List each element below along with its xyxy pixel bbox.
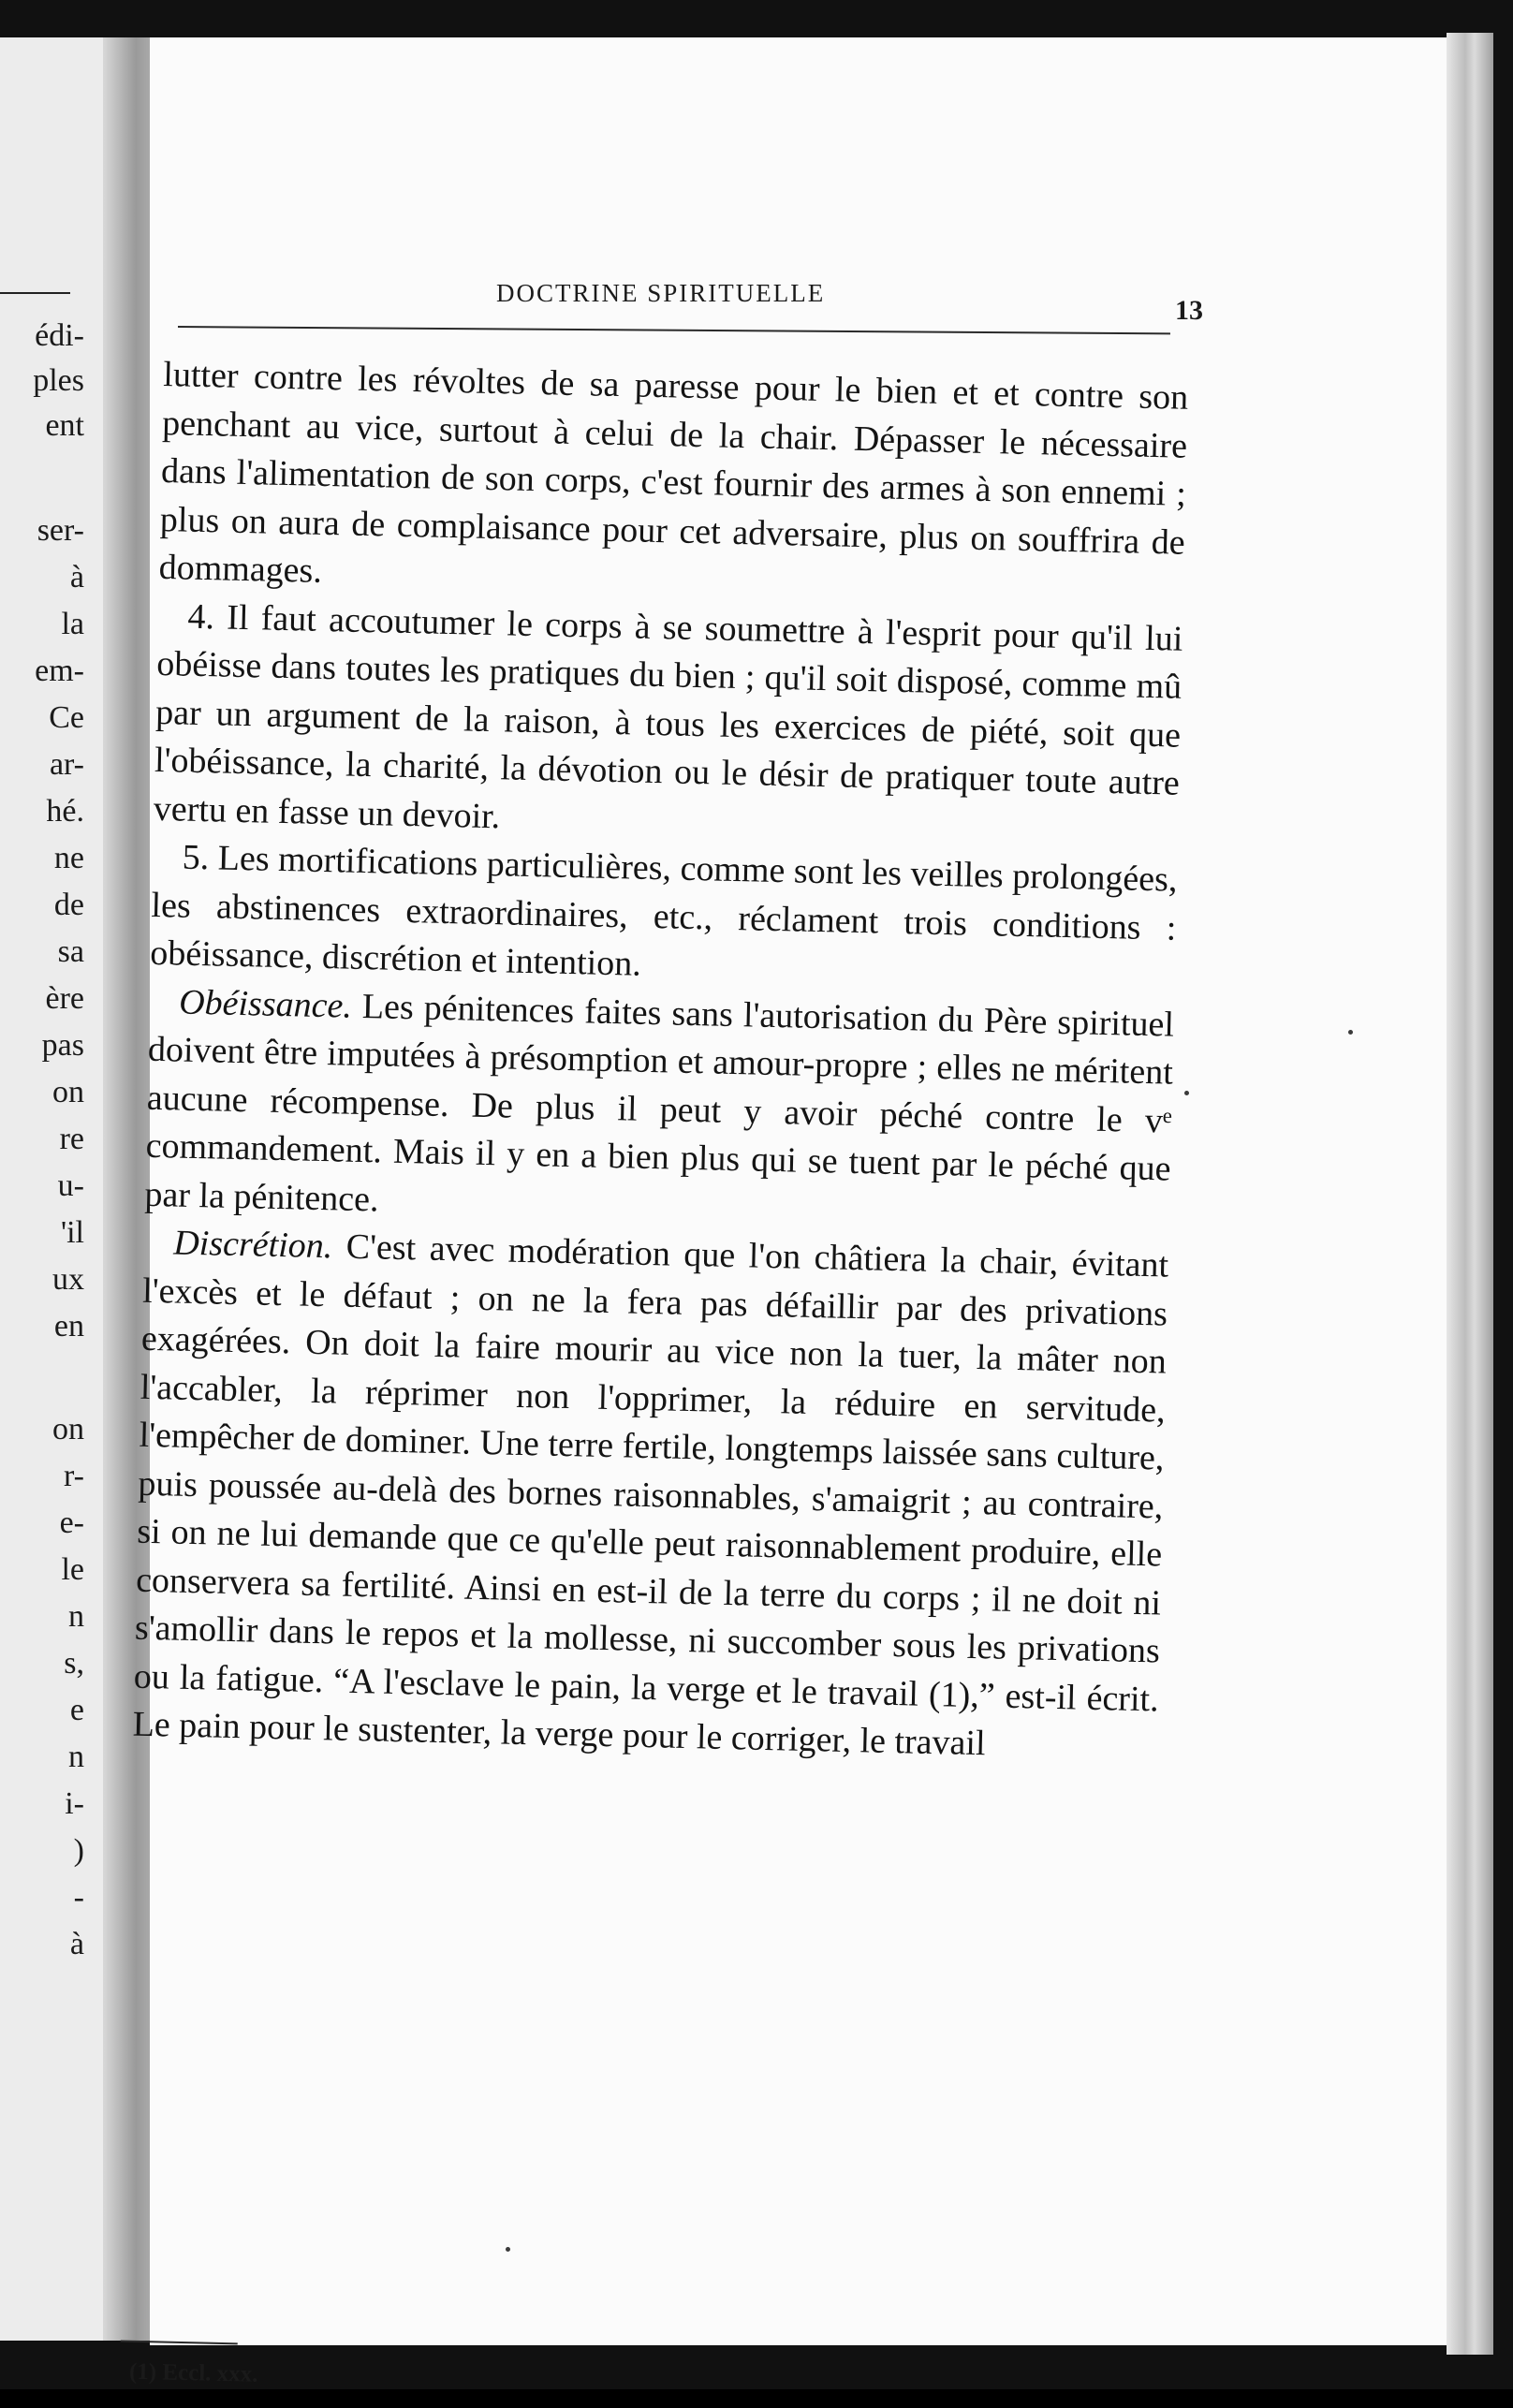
facing-page-fragment: ent — [45, 408, 84, 443]
facing-page-fragment: ser- — [37, 513, 84, 548]
facing-page-fragment: n — [68, 1599, 84, 1634]
facing-page-fragment: - — [73, 1880, 84, 1915]
facing-page-fragment: le — [61, 1552, 84, 1587]
paragraph: lutter contre les révoltes de sa paresse pour le bien et et contre son penchant au vice, surtout à celui de la chair. Dépasser le nécessaire dans l'alimentation de son corps, c'est fournir des armes à son ennemi ; plus on aura de complaisance pour cet adversaire, plus on souffrira de dommages. — [158, 354, 1189, 591]
facing-page-fragment: la — [61, 607, 84, 641]
paper-speck — [1348, 1030, 1353, 1035]
paragraph-text: C'est avec modération que l'on châtiera la chair, évitant l'excès et le défaut ; on ne la fera pas défaillir par des privations exagérées. On doit la faire mourir au vice non la tuer, la mâter non l'accabler, la réprimer non l'opprimer, la réduire en servitude, l'empêcher de dominer. Une terre fertile, longtemps laissée sans culture, puis poussée au-delà des bornes raisonnables, s'amaigrit ; au contraire, si on ne lui demande que ce qu'elle peut raisonnablement produire, elle conservera sa fertilité. Ainsi en est-il de la terre du corps ; il ne doit ni s'amollir dans le repos et la mollesse, ni succomber sous les privations ou la fatigue. “A l'esclave le pain, la verge et le travail (1),” est-il écrit. Le pain pour le sustenter, la verge pour le corriger, le travail — [132, 1226, 1169, 1764]
facing-page-fragment: e — [69, 1693, 84, 1727]
facing-page-fragment: n — [68, 1740, 84, 1774]
facing-page-fragment: e- — [59, 1505, 84, 1540]
page-number: 13 — [1175, 295, 1203, 326]
footnote: (1) Eccl. xxx. — [128, 2358, 258, 2387]
page-fore-edge — [1447, 33, 1493, 2355]
paragraph — [132, 1219, 1169, 1772]
facing-page-fragment: en — [53, 1309, 84, 1343]
facing-page-fragment: ar- — [49, 747, 84, 782]
paragraph: 5. Les mortifications particulières, comme sont les veilles prolongées, les abstinences extraordinaires, etc., réclament trois conditions : obéissance, discrétion et intention. — [149, 837, 1178, 984]
facing-page-fragment: Ce — [49, 700, 84, 735]
facing-page-fragment: de — [53, 888, 84, 922]
paragraph-lead-italic: Discrétion. — [172, 1223, 333, 1267]
facing-page-fragment: hé. — [46, 794, 84, 829]
facing-page-fragment: u- — [57, 1168, 84, 1203]
paragraph — [144, 977, 1175, 1241]
facing-page-fragment: on — [52, 1075, 84, 1109]
page-header — [150, 253, 1447, 337]
facing-page-fragment: s, — [64, 1646, 84, 1681]
book-page — [128, 37, 1447, 2387]
paragraph-lead-italic: Obéissance. — [178, 982, 353, 1026]
header-rule — [178, 326, 1170, 334]
facing-page-fragment: ère — [45, 981, 84, 1016]
facing-page-fragment: ne — [53, 841, 84, 875]
facing-page-fragment: sa — [57, 934, 84, 969]
facing-page-fragment: édi- — [35, 318, 84, 353]
facing-page-fragment: à — [69, 1927, 84, 1961]
paragraph: 4. Il faut accoutumer le corps à se soumettre à l'esprit pour qu'il lui obéisse dans toutes les pratiques du bien ; qu'il soit disposé, comme mû par un argument de la raison, à tous les exercices de piété, soit que l'obéissance, la charité, la dévotion ou le désir de pratiquer toute autre vertu en fasse un devoir. — [153, 596, 1183, 836]
facing-page-fragment: ux — [52, 1262, 84, 1297]
facing-page-fragment: 'il — [60, 1215, 84, 1250]
facing-page-fragment: on — [52, 1412, 84, 1446]
facing-page-fragment: ) — [73, 1833, 84, 1868]
paper-speck — [506, 2247, 510, 2252]
page-body — [128, 351, 1189, 2387]
facing-page-fragment: r- — [64, 1459, 84, 1493]
facing-page-fragment: re — [59, 1122, 84, 1156]
running-title: DOCTRINE SPIRITUELLE — [496, 279, 826, 307]
facing-page-fragment: ples — [33, 363, 84, 398]
paragraph-text: Les pénitences faites sans l'autorisation du Père spirituel doivent être imputées à présomption et amour-propre ; elles ne méritent aucune récompense. De plus il peut y avoir péché contre le vᵉ commandement. Mais il y en a bien plus qui se tuent par le péché que par la pénitence. — [144, 986, 1175, 1219]
facing-page-fragment: i- — [65, 1786, 84, 1821]
facing-page-fragment: à — [69, 560, 84, 595]
facing-page-fragment: pas — [41, 1028, 84, 1063]
facing-page-fragment: em- — [35, 653, 84, 688]
paper-speck — [1184, 1091, 1189, 1095]
